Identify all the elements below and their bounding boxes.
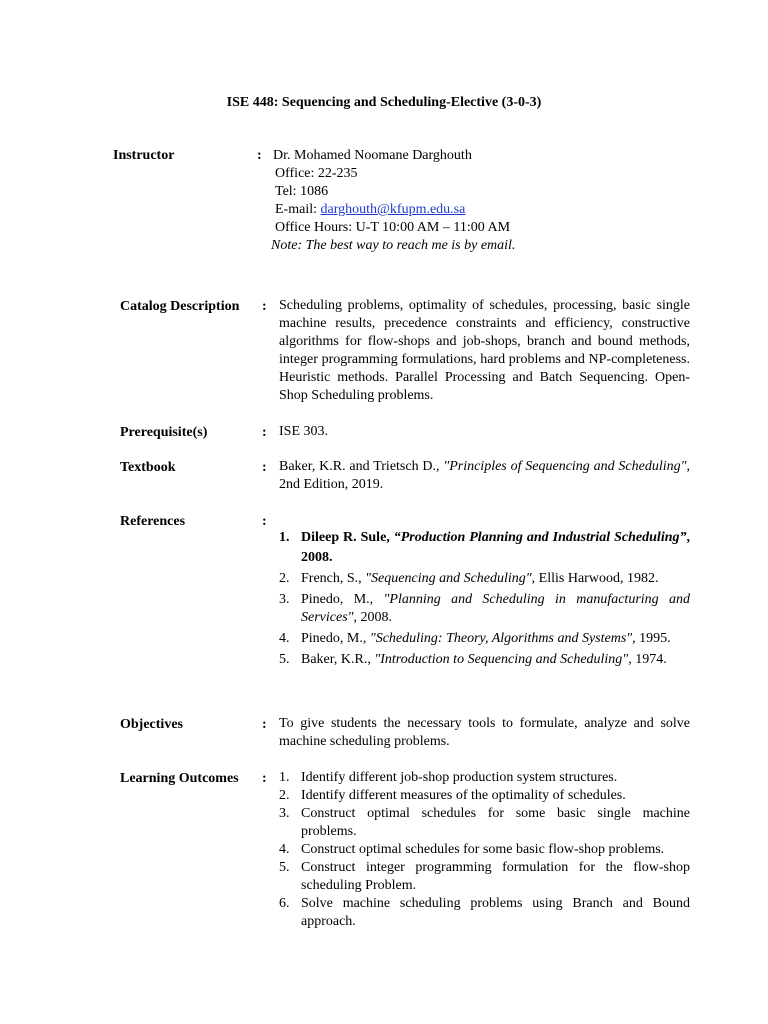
outcome-number: 1. <box>279 770 290 785</box>
reference-rest: , 1974. <box>628 652 667 667</box>
reference-rest: , 2008. <box>353 610 393 625</box>
reference-number: 2. <box>279 571 290 586</box>
outcome-text: Construct integer programming formulation for the flow-shop scheduling Problem. <box>301 860 690 893</box>
outcomes-label: Learning Outcomes <box>120 771 239 786</box>
outcome-text: Solve machine scheduling problems using Branch and Bound approach. <box>301 896 690 929</box>
reference-title: "Introduction to Sequencing and Scheduling" <box>374 652 629 667</box>
instructor-email-link[interactable]: darghouth@kfupm.edu.sa <box>320 202 466 217</box>
objectives-label: Objectives <box>120 717 183 732</box>
reference-number: 1. <box>279 530 290 545</box>
outcome-text: Construct optimal schedules for some basic single machine problems. <box>301 806 690 839</box>
reference-author: Baker, K.R., <box>301 652 375 667</box>
textbook-edition: , 2nd Edition, 2019. <box>279 459 691 492</box>
catalog-colon: : <box>262 299 267 314</box>
instructor-office-hours: Office Hours: U-T 10:00 AM – 11:00 AM <box>275 220 511 235</box>
reference-item <box>279 570 690 588</box>
outcome-item <box>279 787 690 805</box>
instructor-name: Dr. Mohamed Noomane Darghouth <box>273 148 472 163</box>
catalog-text: Scheduling problems, optimality of schedules, processing, basic single machine results, precedence constraints and efficiency, constructive algorithms for flow-shops and job-shops, branch and bound methods, integer programming formulations, hard problems and NP-completeness. Heuristic methods. Parallel Processing and Batch Sequencing. Open-Shop Scheduling problems. <box>279 298 690 403</box>
outcome-item <box>279 805 690 841</box>
textbook-label: Textbook <box>120 460 176 475</box>
textbook-colon: : <box>262 460 267 475</box>
instructor-email-label: E-mail: <box>275 202 321 217</box>
prereq-colon: : <box>262 425 267 440</box>
reference-number: 4. <box>279 631 290 646</box>
objectives-colon: : <box>262 717 267 732</box>
reference-number: 3. <box>279 592 290 607</box>
outcomes-colon: : <box>262 771 267 786</box>
outcomes-list <box>279 769 690 931</box>
outcome-number: 5. <box>279 860 290 875</box>
textbook-author: Baker, K.R. and Trietsch D., <box>279 459 444 474</box>
references-label: References <box>120 514 186 529</box>
outcome-item <box>279 859 690 895</box>
reference-rest: , 1995. <box>632 631 671 646</box>
outcome-item <box>279 895 690 931</box>
catalog-label: Catalog Description <box>120 299 240 314</box>
reference-item <box>279 591 690 627</box>
reference-item <box>279 630 690 648</box>
instructor-details <box>273 147 693 255</box>
references-colon: : <box>262 514 267 529</box>
instructor-tel: Tel: 1086 <box>275 184 329 199</box>
page-title: ISE 448: Sequencing and Scheduling-Elective (3-0-3) <box>226 95 542 110</box>
reference-author: Pinedo, M., <box>301 631 370 646</box>
prereq-text: ISE 303. <box>279 424 328 439</box>
instructor-label: Instructor <box>113 148 175 163</box>
reference-title: "Sequencing and Scheduling" <box>365 571 532 586</box>
outcome-item <box>279 769 690 787</box>
outcome-number: 6. <box>279 896 290 911</box>
reference-title: “Production Planning and Industrial Scheduling” <box>393 530 687 545</box>
textbook-title: "Principles of Sequencing and Scheduling" <box>443 459 687 474</box>
outcome-text: Identify different job-shop production system structures. <box>301 770 618 785</box>
textbook-text <box>279 458 690 494</box>
reference-title: "Planning and Scheduling in manufacturing and Services" <box>301 592 690 625</box>
instructor-office: Office: 22-235 <box>275 166 358 181</box>
outcome-number: 2. <box>279 788 290 803</box>
objectives-text: To give students the necessary tools to formulate, analyze and solve machine scheduling problems. <box>279 716 690 749</box>
reference-author: Pinedo, M., <box>301 592 384 607</box>
reference-author: Dileep R. Sule, <box>301 530 394 545</box>
outcome-text: Construct optimal schedules for some basic flow-shop problems. <box>301 842 665 857</box>
reference-rest: , Ellis Harwood, 1982. <box>531 571 659 586</box>
reference-author: French, S., <box>301 571 366 586</box>
instructor-colon: : <box>257 148 262 163</box>
reference-title: "Scheduling: Theory, Algorithms and Systems" <box>369 631 633 646</box>
instructor-email-line <box>273 201 693 219</box>
reference-item <box>279 528 690 568</box>
outcome-text: Identify different measures of the optimality of schedules. <box>301 788 626 803</box>
instructor-note: Note: The best way to reach me is by email. <box>271 238 516 253</box>
outcome-number: 3. <box>279 806 290 821</box>
reference-number: 5. <box>279 652 290 667</box>
reference-rest: , 2008. <box>301 530 690 565</box>
references-list <box>279 528 690 669</box>
outcome-number: 4. <box>279 842 290 857</box>
prereq-label: Prerequisite(s) <box>120 425 208 440</box>
outcome-item <box>279 841 690 859</box>
reference-item <box>279 651 690 669</box>
